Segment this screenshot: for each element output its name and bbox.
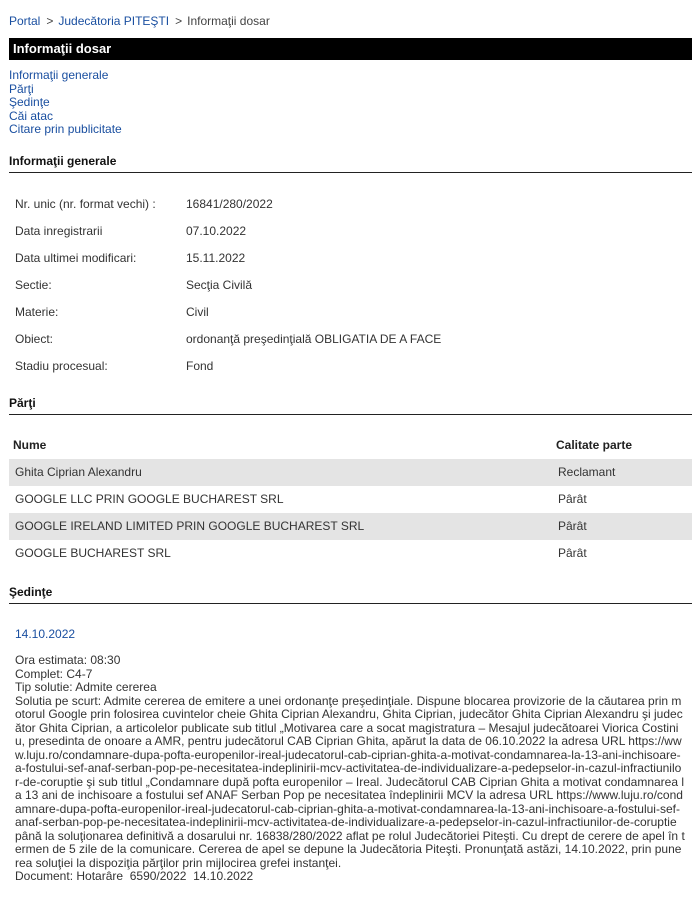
party-role: Pârât [558, 492, 587, 506]
party-name: GOOGLE IRELAND LIMITED PRIN GOOGLE BUCHAREST SRL [15, 519, 365, 533]
info-label: Sectie: [15, 278, 52, 292]
hearing-solution-summary: Solutia pe scurt: Admite cererea de emitere a unei ordonanţe preşedinţiale. Dispune blocarea provizorie de la căutarea prin motorul Google prin folosirea cuvintelor cheie Ghita Ciprian Alexandru, Ghita Ciprian, judecător Ghita Ciprian Alexandru şi judecător Ghita Ciprian, a articolelor publicate sub titlul „Motivarea care a socat magistratura – Mesajul judecătoarei Viorica Costiniu, presedinta de onoare a AMR, pentru judecătorul CAB Ciprian Ghita, apărut la data de 06.10.2022 la adresa URL https://www.luju.ro/condamnare-dupa-pofta-europenilor-ireal-judecatorul-cab-ciprian-ghita-a-motivat-condamnarea-la-13-ani-inchisoare-a-fostului-sef-anaf-serban-pop-pe-necesitatea-indeplinirii-mcv-activitatea-de-individualizare-a-pedepselor-in-cazul-infractiunilor-de-coruptie şi sub titlul „Condamnare după pofta europenilor – Ireal. Judecătorul CAB Ciprian Ghita a motivat condamnarea la 13 ani de inchisoare a fostului sef ANAF Serban Pop pe necesitatea îndeplinirii MCV la adresa URL https://www.luju.ro/condamnare-dupa-pofta-europenilor-ireal-judecatorul-cab-ciprian-ghita-a-motivat-condamnarea-la-13-ani-inchisoare-a-fostului-sef-anaf-serban-pop-pe-necesitatea-indeplinirii-mcv-activitatea-de-individualizare-a-pedepselor-in-cazul-infractiunilor-de-coruptie până la soluţionarea definitivă a dosarului nr. 16838/280/2022 aflat pe rolul Judecătoriei Piteşti. Cu drept de cerere de apel în termen de 5 zile de la comunicare. Cererea de apel se depune la Judecătoria Piteşti. Pronunţată astăzi, 14.10.2022, prin punerea soluţiei la dispoziţia părţilor prin mijlocirea grefei instanţei. [15, 693, 685, 870]
info-label: Data ultimei modificari: [15, 251, 137, 265]
info-label: Nr. unic (nr. format vechi) : [15, 197, 156, 211]
info-label: Data inregistrarii [15, 224, 103, 238]
hearing-document: Document: Hotarâre 6590/2022 14.10.2022 [15, 869, 254, 883]
parti-heading: Părţi [9, 396, 692, 415]
info-value: 16841/280/2022 [186, 197, 273, 211]
info-value: 07.10.2022 [186, 224, 247, 238]
info-value: Fond [186, 359, 214, 373]
nav-link-parti[interactable]: Părţi [9, 81, 34, 96]
info-label: Obiect: [15, 332, 54, 346]
nav-link-citare[interactable]: Citare prin publicitate [9, 122, 122, 136]
breadcrumb-current: Informaţii dosar [187, 14, 270, 28]
hearing-complet: Complet: C4-7 [15, 666, 93, 681]
nav-link-informatii-generale[interactable]: Informaţii generale [9, 68, 109, 82]
info-general-heading: Informaţii generale [9, 154, 692, 173]
info-value: ordonanţă preşedinţială OBLIGATIA DE A FACE [186, 332, 442, 346]
hearing-date-link[interactable]: 14.10.2022 [15, 627, 76, 641]
party-role: Reclamant [558, 465, 616, 479]
table-row [9, 540, 692, 567]
info-label: Materie: [15, 305, 59, 319]
party-name: GOOGLE BUCHAREST SRL [15, 546, 171, 560]
table-row [9, 486, 692, 513]
section-nav [9, 69, 122, 137]
breadcrumb [9, 14, 270, 28]
breadcrumb-separator: > [175, 14, 183, 28]
info-value: Civil [186, 305, 209, 319]
table-row [9, 513, 692, 540]
breadcrumb-portal-link[interactable]: Portal [9, 14, 41, 28]
party-role: Pârât [558, 546, 587, 560]
parti-table-header [9, 438, 692, 454]
party-name: Ghita Ciprian Alexandru [15, 465, 142, 479]
breadcrumb-separator: > [46, 14, 54, 28]
info-value: 15.11.2022 [186, 251, 246, 265]
col-header-nume: Nume [13, 438, 47, 452]
party-name: GOOGLE LLC PRIN GOOGLE BUCHAREST SRL [15, 492, 284, 506]
hearing-time: Ora estimata: 08:30 [15, 653, 121, 667]
nav-link-sedinte[interactable]: Şedinţe [9, 95, 50, 109]
party-role: Pârât [558, 519, 587, 533]
hearing-solution-type: Tip solutie: Admite cererea [15, 680, 157, 694]
table-row [9, 459, 692, 486]
hearing-details [15, 654, 685, 884]
sedinte-heading: Şedinţe [9, 585, 692, 604]
nav-link-cai-atac[interactable]: Căi atac [9, 108, 54, 123]
info-value: Secţia Civilă [186, 278, 253, 292]
breadcrumb-court-link[interactable]: Judecătoria PITEŞTI [58, 14, 170, 28]
col-header-calitate: Calitate parte [556, 438, 633, 452]
page-title: Informaţii dosar [9, 38, 692, 60]
info-label: Stadiu procesual: [15, 359, 108, 373]
